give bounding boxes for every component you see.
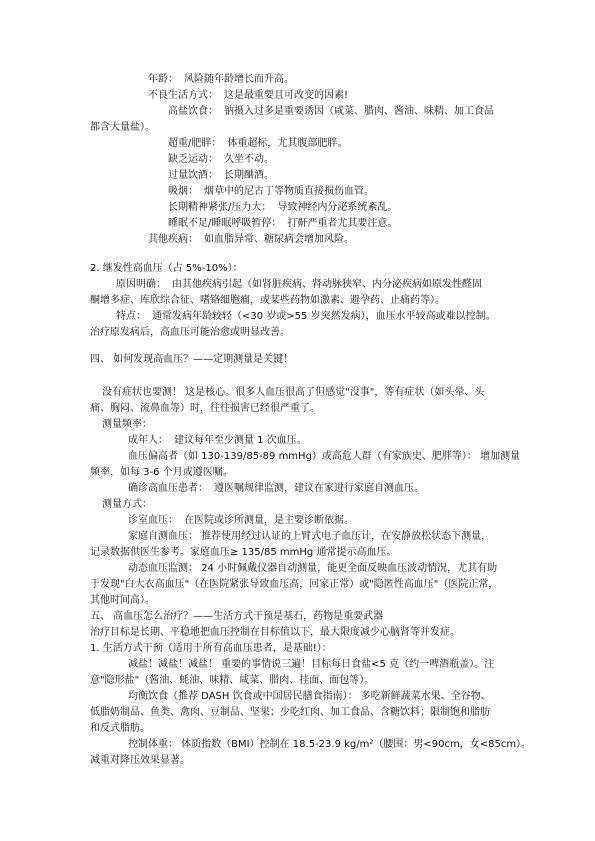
s4-ambulatory-cont: 于发现"白大衣高血压"（在医院紧张导致血压高，回家正常）或"隐匿性高血压"（医院正常， [90,579,499,590]
secondary-cause-cont: 酮增多症、库欣综合征、嗜铬细胞瘤，或某些药物如激素、避孕药、止痛药等）。 [90,295,445,306]
secondary-cause: 原因明确： 由其他疾病引起（如肾脏疾病、肾动脉狭窄、内分泌疾病如原发性醛固 [116,279,482,290]
section-4-heading: 四、 如何发现高血压？——定期测量是关键！ [90,354,294,365]
risk-exercise: 缺乏运动： 久坐不动。 [168,154,274,165]
s4-intro: 没有症状也要测！ 这是核心。很多人血压很高了但感觉"没事"，等有症状（如头晕、头 [102,387,485,398]
risk-sleep: 睡眠不足/睡眠呼吸暂停： 打鼾严重者尤其要注意。 [168,218,398,229]
risk-other-diseases: 其他疾病： 如血脂异常、糖尿病会增加风险。 [148,234,354,245]
s4-high-normal: 血压偏高者（如 130-139/85-89 mmHg）或高危人群（有家族史、肥胖等）： 增加测量 [128,451,521,462]
s4-home: 家庭自测血压： 推荐使用经过认证的上臂式电子血压计，在安静放松状态下测量， [128,531,492,542]
s4-intro-cont: 痛、胸闷、流鼻血等）时，往往损害已经很严重了。 [90,403,320,414]
secondary-feature-cont: 治疗原发病后，高血压可能治愈或明显改善。 [90,327,290,338]
s4-ambulatory: 动态血压监测： 24 小时佩戴仪器自动测量，能更全面反映血压波动情况，尤其有助 [128,563,498,574]
s4-home-cont: 记录数据供医生参考。家庭血压≥ 135/85 mmHg 通常提示高血压。 [90,547,397,558]
s5-subheading-1: 1. 生活方式干预（适用于所有高血压患者，是基础!）： [90,643,332,654]
risk-smoking: 吸烟： 烟草中的尼古丁等物质直接损伤血管。 [168,186,374,197]
risk-salt: 高盐饮食： 钠摄入过多是重要诱因（咸菜、腊肉、酱油、味精、加工食品 [168,106,494,117]
risk-lifestyle-heading: 不良生活方式： 这是最重要且可改变的因素! [148,90,349,101]
risk-salt-cont: 都含大量盐）。 [90,122,155,133]
s5-diet-cont: 低脂奶制品、鱼类、禽肉、豆制品、坚果；少吃红肉、加工食品、含糖饮料；限制饱和脂肪 [90,707,490,718]
risk-alcohol: 过量饮酒： 长期酗酒。 [168,170,274,181]
s5-diet: 均衡饮食（推荐 DASH 饮食或中国居民膳食指南）： 多吃新鲜蔬菜水果、全谷物、 [128,691,491,702]
s4-method-label: 测量方式： [102,499,152,510]
section-5-heading: 五、 高血压怎么治疗？——生活方式干预是基石，药物是重要武器 [90,611,384,622]
s4-high-normal-cont: 频率，如每 3-6 个月或遵医嘱。 [90,467,233,478]
s5-goal: 治疗目标是长期、平稳地把血压控制在目标值以下，最大限度减少心脑肾等并发症。 [90,627,460,638]
s4-diagnosed: 确诊高血压患者： 遵医嘱规律监测，建议在家进行家庭自测血压。 [128,483,424,494]
s4-ambulatory-cont2: 其他时间高）。 [90,595,155,606]
s4-adult: 成年人： 建议每年至少测量 1 次血压。 [128,435,307,446]
s5-weight: 控制体重： 体质指数（BMI）控制在 18.5-23.9 kg/m²（腰围：男<90cm，女<85cm）。 [128,739,532,750]
secondary-heading: 2. 继发性高血压（占 5%-10%）： [90,263,243,274]
s5-salt: 减盐！减盐！减盐！ 重要的事情说三遍！目标每日食盐<5 克（约一啤酒瓶盖）。注 [128,659,495,670]
s4-frequency-label: 测量频率： [102,419,152,430]
s5-diet-cont2: 和反式脂肪。 [90,723,150,734]
risk-age: 年龄： 风险随年龄增长而升高。 [148,74,294,85]
secondary-feature: 特点： 通常发病年龄较轻（<30 岁或>55 岁突然发病），血压水平较高或难以控制。 [116,311,496,322]
s5-salt-cont: 意"隐形盐"（酱油、蚝油、味精、咸菜、腊肉、挂面、面包等）。 [90,675,375,686]
s4-clinic: 诊室血压： 在医院或诊所测量，是主要诊断依据。 [128,515,354,526]
risk-obesity: 超重/肥胖： 体重超标，尤其腹部肥胖。 [168,138,348,149]
s5-weight-cont: 减重对降压效果显著。 [90,755,190,766]
risk-stress: 长期精神紧张/压力大： 导致神经内分泌系统紊乱。 [168,202,398,213]
